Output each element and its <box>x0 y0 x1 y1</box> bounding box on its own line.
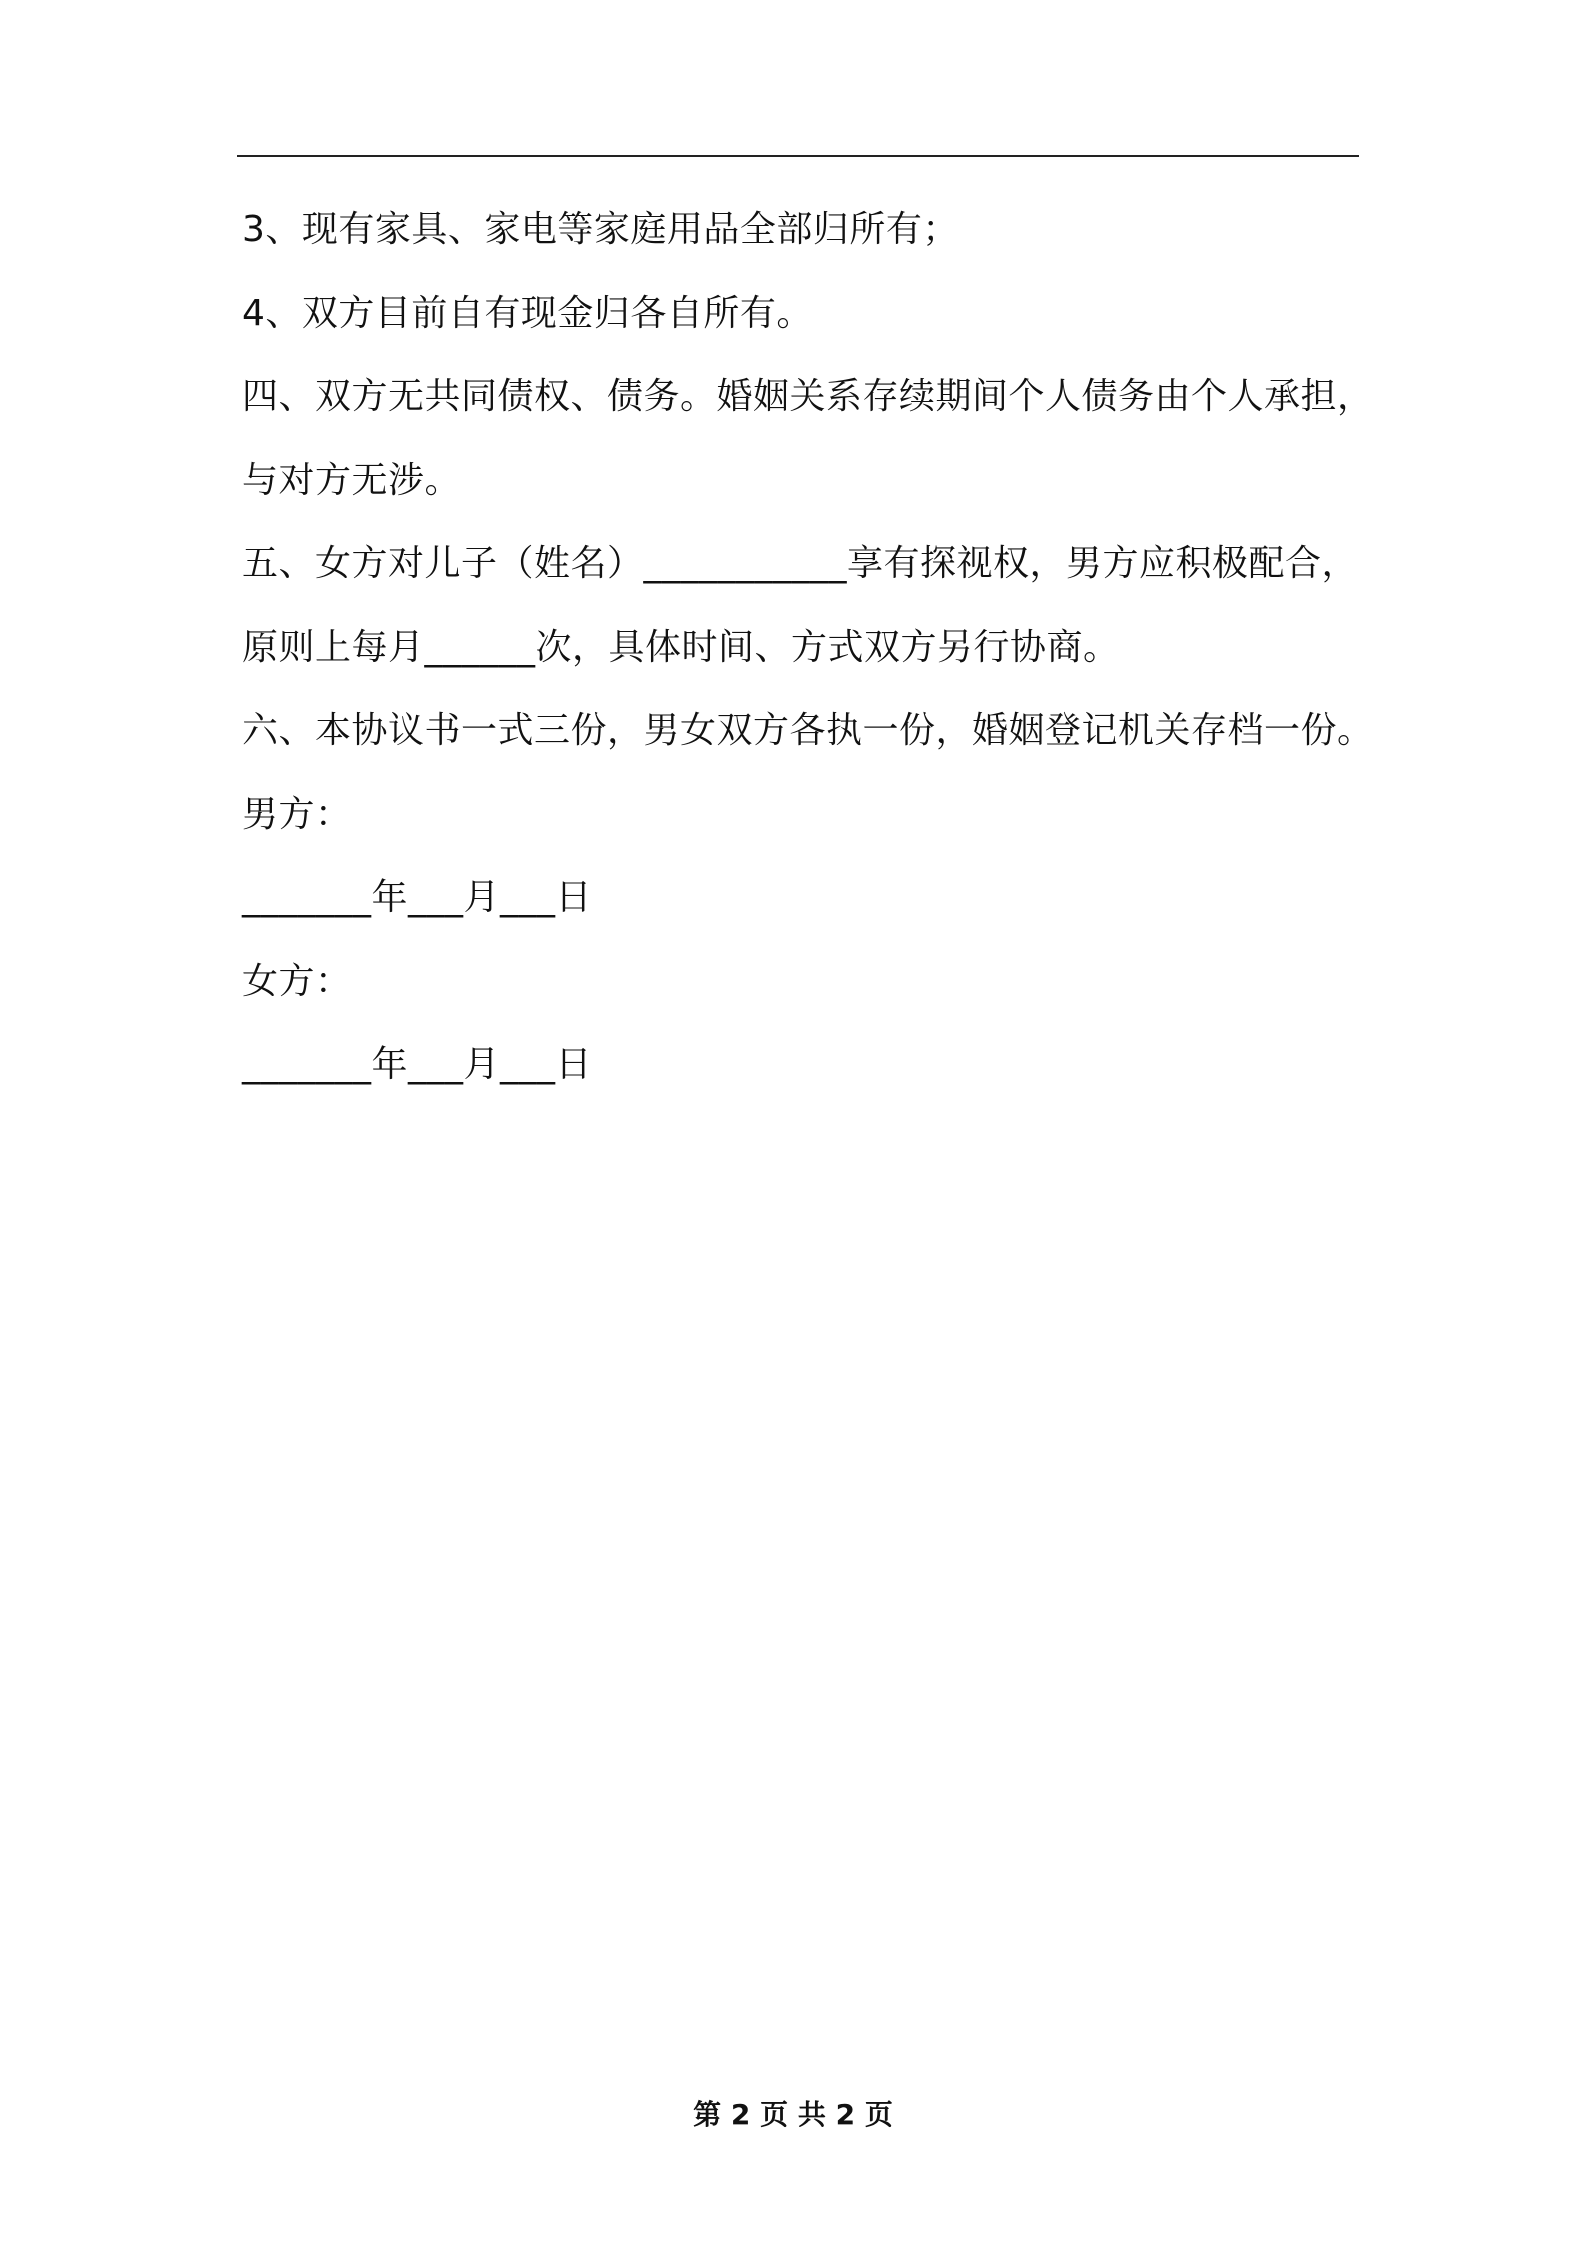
male-party-date: _______年___月___日 <box>242 877 593 918</box>
clause-visitation-line-1: 五、女方对儿子（姓名）___________享有探视权，男方应积极配合， <box>242 543 1359 584</box>
header-divider <box>237 155 1359 157</box>
female-party-label: 女方： <box>242 961 352 1002</box>
clause-debts-line-1: 四、双方无共同债权、债务。婚姻关系存续期间个人债务由个人承担， <box>242 376 1374 417</box>
clause-copies: 六、本协议书一式三份，男女双方各执一份，婚姻登记机关存档一份。 <box>242 710 1374 751</box>
clause-debts-line-2: 与对方无涉。 <box>242 460 462 501</box>
clause-3-furniture: 3、现有家具、家电等家庭用品全部归所有； <box>242 209 959 250</box>
clause-visitation-line-2: 原则上每月______次，具体时间、方式双方另行协商。 <box>242 627 1120 668</box>
page-number: 第 2 页 共 2 页 <box>693 2098 893 2131</box>
clause-4-cash: 4、双方目前自有现金归各自所有。 <box>242 293 813 334</box>
male-party-label: 男方： <box>242 794 352 835</box>
female-party-date: _______年___月___日 <box>242 1044 593 1085</box>
